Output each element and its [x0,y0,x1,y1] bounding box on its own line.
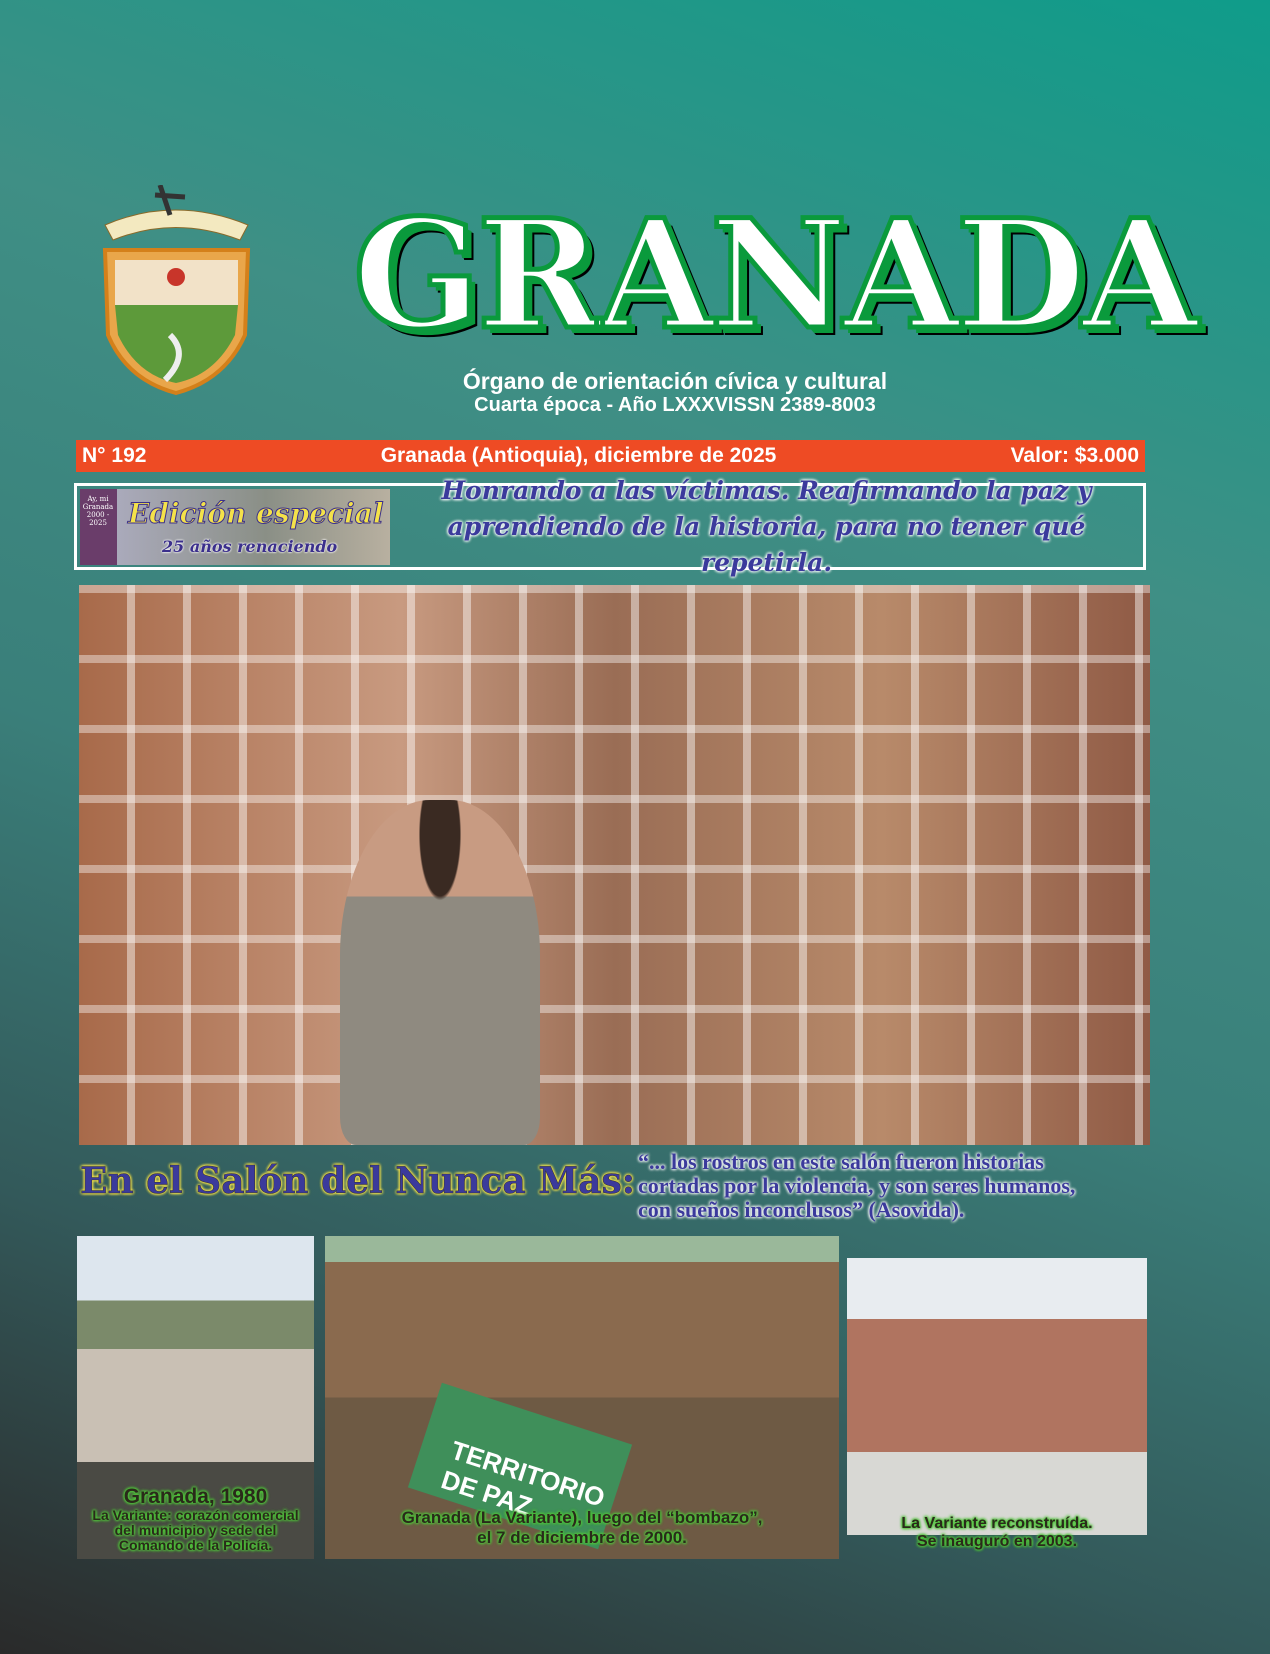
quote-line: cortadas por la violencia, y son seres humanos, [638,1173,1076,1198]
issue-place-date: Granada (Antioquia), diciembre de 2025 [380,444,777,467]
banner-slogan [390,473,1143,581]
feature-quote [638,1150,1075,1222]
caption-line: La Variante: corazón comercial [92,1507,299,1523]
issue-number: N° 192 [82,444,147,467]
quote-line: “... los rostros en este salón fueron historias [638,1149,1044,1174]
magazine-title: GRANADA [353,187,1195,363]
subtitle: Órgano de orientación cívica y cultural [462,368,888,394]
caption-line: Se inauguró en 2003. [916,1533,1078,1550]
caption-line: La Variante reconstruída. [901,1515,1093,1532]
quote-line: con sueños inconclusos” (Asovida). [638,1197,965,1222]
special-edition-banner [74,475,1146,577]
municipal-crest-logo [95,185,258,396]
special-edition-title: Edición especial [128,496,384,530]
photo-caption [77,1508,314,1553]
caption-line: del municipio y sede del [114,1522,277,1538]
photo-caption [325,1508,839,1548]
special-edition-badge [80,489,390,565]
photo-title: Granada, 1980 [123,1485,268,1508]
issue-bar [76,440,1145,472]
main-photo-victims-wall [79,585,1150,1145]
special-edition-subtitle: 25 años renaciendo [162,536,338,556]
feature-headline: En el Salón del Nunca Más: [80,1160,636,1202]
main-photo-woman-figure [340,800,540,1145]
caption-line: el 7 de diciembre de 2000. [477,1528,687,1547]
issue-price: Valor: $3.000 [1010,444,1139,467]
caption-line: Granada (La Variante), luego del “bombazo”, [401,1508,763,1527]
photo-caption [847,1514,1147,1533]
peace-flag: TERRITORIO DE PAZ [408,1383,632,1549]
small-logo-text: Ay, mi Granada 2000 - 2025 [82,494,114,527]
photo-granada-1980 [77,1236,314,1559]
photo-variante-rebuilt [847,1258,1147,1535]
caption-line: Comando de la Policía. [118,1537,273,1553]
photo-bombazo-2000 [325,1236,839,1559]
slogan-line-2: aprendiendo de la historia, para no tener qué repetirla. [447,511,1086,577]
slogan-line-1: Honrando a las víctimas. Reafirmando la paz y [441,475,1092,505]
edition-line: Cuarta época - Año LXXXVISSN 2389-8003 [474,394,876,416]
